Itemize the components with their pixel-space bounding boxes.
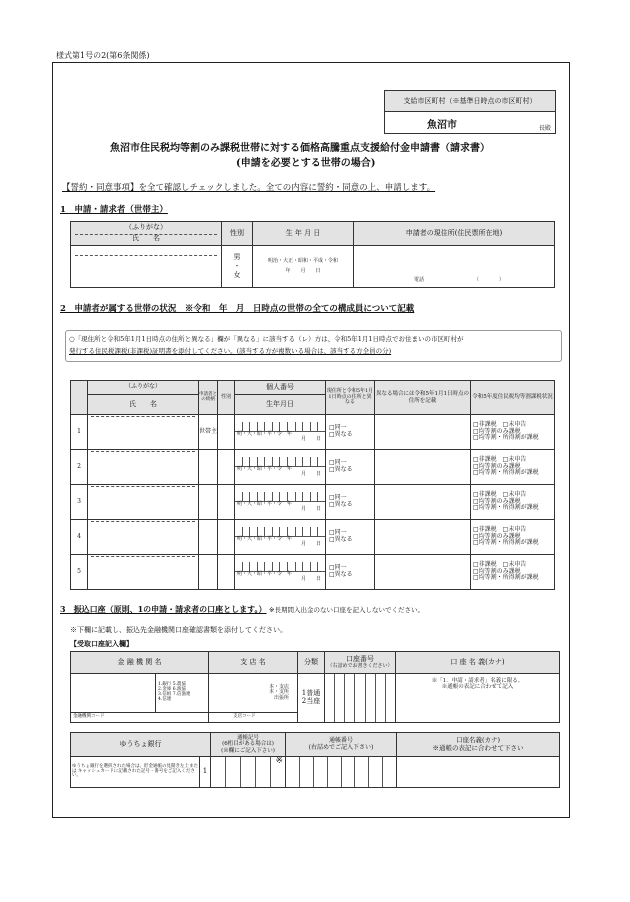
tax-option-1: □非課税 □未申告 <box>473 421 527 429</box>
hh-dob-header: 生年月日 <box>235 395 326 415</box>
holder-header: 口 座 名 義(カナ) <box>396 652 560 674</box>
member-name-field[interactable] <box>88 485 199 520</box>
section1-title: 1 申請・請求者（世帯主） <box>60 205 168 215</box>
passbook-symbol-header: 通帳記号 <box>236 735 259 742</box>
bank-type-2: 2.金庫 6.漁協 <box>158 686 187 692</box>
applicant-table <box>70 221 555 288</box>
gender-female: 女 <box>233 271 241 280</box>
municipality-box <box>384 90 556 134</box>
municipality-name: 魚沼市 <box>427 120 457 131</box>
hh-relation-header: 申請者との続柄 <box>199 381 218 415</box>
year-label: 年 <box>287 500 293 507</box>
same-checkbox: □同一 <box>329 424 347 432</box>
furigana-label: （ふりがな） <box>125 223 167 232</box>
household-table <box>70 380 555 590</box>
section3-note: ※下欄に記載し、振込先金融機関口座確認書類を添付してください。 <box>70 626 287 634</box>
year-label: 年 <box>287 465 293 472</box>
bank-type-4: 4.信連 <box>158 696 172 702</box>
address-same-options[interactable] <box>326 485 375 520</box>
yucho-header: ゆうちょ銀行 <box>71 733 211 757</box>
row-number: 4 <box>71 520 88 555</box>
member-gender[interactable] <box>218 520 235 555</box>
account-number-field[interactable] <box>325 674 396 723</box>
dob-ymd: 年 月 日 <box>285 267 321 274</box>
era-options: 明・大・昭・平・令 <box>237 465 283 472</box>
branch-header: 支 店 名 <box>209 652 298 674</box>
gender-options[interactable] <box>222 246 253 288</box>
member-gender[interactable] <box>218 450 235 485</box>
applicant-name-field[interactable] <box>71 246 222 288</box>
branch-type-1: 本・支店 <box>268 683 289 690</box>
member-gender[interactable] <box>218 415 235 450</box>
row-number: 5 <box>71 555 88 590</box>
table-row <box>71 450 555 485</box>
member-name-field[interactable] <box>88 450 199 485</box>
diff-address-field[interactable] <box>375 450 471 485</box>
form-title: 魚沼市住民税均等割のみ課税世帯に対する価格高騰重点支援給付金申請書（請求書） <box>110 143 490 154</box>
month-day-label: 月 日 <box>300 576 321 582</box>
different-checkbox: □異なる <box>329 501 353 508</box>
era-options: 明・大・昭・平・令 <box>237 535 283 542</box>
address-same-options[interactable] <box>326 555 375 590</box>
bank-box-title: 【受取口座記入欄】 <box>70 639 133 648</box>
tax-status-options[interactable] <box>471 450 555 485</box>
tax-option-1: □非課税 □未申告 <box>473 561 527 569</box>
different-checkbox: □異なる <box>329 536 353 543</box>
era-options: 明・大・昭・平・令 <box>237 500 283 507</box>
diff-address-field[interactable] <box>375 520 471 555</box>
passbook-symbol-sub2: (※欄にご記入下さい) <box>221 747 275 754</box>
phone-parens: （ ） <box>474 276 505 283</box>
era-options: 明・大・昭・平・令 <box>237 570 283 577</box>
address-same-options[interactable] <box>326 415 375 450</box>
tax-option-3: □均等割・所得割が課税 <box>473 504 539 512</box>
row-number: 2 <box>71 450 88 485</box>
yucho-holder-header: 口座名義(カナ) <box>455 736 501 745</box>
member-dob[interactable] <box>235 520 326 555</box>
section2-title: 2 申請者が属する世帯の状況 ※令和 年 月 日時点の世帯の全ての構成員について記載 <box>60 304 415 314</box>
bank-code-label: 金融機関コード <box>73 713 105 719</box>
table-row <box>71 555 555 590</box>
bank-type-1: 1.銀行 5.農協 <box>158 682 187 688</box>
month-day-label: 月 日 <box>300 506 321 512</box>
gender-label: 性別 <box>222 222 253 246</box>
gender-dot: ・ <box>233 261 241 270</box>
month-day-label: 月 日 <box>300 436 321 442</box>
member-relation[interactable] <box>199 450 218 485</box>
passbook-symbol-field[interactable] <box>211 757 286 788</box>
address-label: 申請者の現住所(住民票所在地) <box>354 222 555 246</box>
tax-option-1: □非課税 □未申告 <box>473 526 527 534</box>
tax-option-3: □均等割・所得割が課税 <box>473 539 539 547</box>
municipality-caption: 支給市区町村（※基準日時点の市区町村） <box>385 91 555 112</box>
passbook-number-header: 通帳番号 <box>328 736 353 744</box>
hh-name-header: 氏 名 <box>88 395 199 415</box>
holder-note-1: ※「1．申請・請求者」名義に限る。 <box>431 678 524 684</box>
bank-account-table <box>70 651 560 723</box>
tax-option-2: □均等割のみ課税 <box>473 427 521 435</box>
table-row <box>71 485 555 520</box>
year-label: 年 <box>287 570 293 577</box>
member-name-field[interactable] <box>88 520 199 555</box>
hh-diff-address-header: 異なる場合には令和5年1月1日時点の住所を記載 <box>375 381 471 415</box>
member-dob[interactable] <box>235 485 326 520</box>
bank-code-field[interactable] <box>71 712 209 722</box>
gender-male: 男 <box>233 252 241 261</box>
different-checkbox: □異なる <box>329 571 353 578</box>
member-name-field[interactable] <box>88 415 199 450</box>
different-checkbox: □異なる <box>329 431 353 438</box>
section2-note-line1: ○「現住所と令和5年1月1日時点の住所と異なる」欄が「異なる」に該当する（レ）方は、令和5年1月1日時点でお住まいの市区町村が <box>69 335 464 343</box>
account-number-header: 口座番号 <box>346 654 374 663</box>
member-gender[interactable] <box>218 485 235 520</box>
account-type-options[interactable] <box>298 674 325 723</box>
holder-note-2: ※通帳の表記に合わせて記入 <box>441 684 514 691</box>
pledge-text: 【誓約・同意事項】を全て確認しチェックしました。全ての内容に誓約・同意の上、申請します。 <box>62 183 436 193</box>
address-field[interactable] <box>354 246 555 288</box>
hh-tax-header: 令和5年度住民税均等割課税状況 <box>471 381 555 415</box>
era-options: 明・大・昭・平・令 <box>237 430 283 437</box>
month-day-label: 月 日 <box>300 541 321 547</box>
row-number: 1 <box>71 415 88 450</box>
holder-field[interactable] <box>396 674 560 723</box>
yucho-holder-field[interactable] <box>397 757 560 788</box>
yucho-holder-sub: ※通帳の表記に合わせて下さい <box>432 743 524 752</box>
year-label: 年 <box>287 535 293 542</box>
section3-title: 3 振込口座（原則、1の申請・請求者の口座とします。） <box>60 604 267 614</box>
account-type-2: 2当座 <box>301 697 321 705</box>
bank-name-field[interactable] <box>71 674 156 713</box>
tax-status-options[interactable] <box>471 485 555 520</box>
municipality-suffix: 長殿 <box>538 125 551 132</box>
diff-address-field[interactable] <box>375 555 471 590</box>
bank-name-header: 金 融 機 関 名 <box>71 652 209 674</box>
hh-mynumber-header: 個人番号 <box>235 381 326 395</box>
bank-type-options[interactable] <box>156 674 209 713</box>
form-subtitle: (申請を必要とする世帯の場合) <box>236 158 376 169</box>
same-checkbox: □同一 <box>329 529 347 537</box>
tax-option-1: □非課税 □未申告 <box>473 491 527 499</box>
branch-code-label: 支店コード <box>233 713 256 719</box>
address-same-options[interactable] <box>326 520 375 555</box>
same-checkbox: □同一 <box>329 459 347 467</box>
dob-field[interactable] <box>253 246 354 288</box>
member-relation[interactable]: 世帯主 <box>199 415 218 450</box>
tax-option-3: □均等割・所得割が課税 <box>473 434 539 442</box>
section2-note-line2: 発行する住民税課税(非課税)証明書を添付してください。(該当する方が複数いる場合は、該当する方全員の分) <box>69 347 392 355</box>
type-header: 分類 <box>298 652 325 674</box>
table-row <box>71 520 555 555</box>
passbook-symbol-sub1: (6桁目がある場合は) <box>222 741 274 748</box>
hh-address-same-header: 現住所と令和5年1月1日時点の住所と異なる <box>326 381 375 415</box>
branch-type-2: 本・支所 <box>268 689 289 696</box>
phone-label: 電話 <box>414 276 425 283</box>
member-dob[interactable] <box>235 415 326 450</box>
same-checkbox: □同一 <box>329 494 347 502</box>
passbook-number-field[interactable] <box>286 757 397 788</box>
member-dob[interactable] <box>235 450 326 485</box>
tax-status-options[interactable] <box>471 415 555 450</box>
tax-status-options[interactable] <box>471 555 555 590</box>
tax-option-1: □非課税 □未申告 <box>473 456 527 464</box>
member-dob[interactable] <box>235 555 326 590</box>
tax-option-3: □均等割・所得割が課税 <box>473 574 539 582</box>
row-number: 3 <box>71 485 88 520</box>
diff-address-field[interactable] <box>375 415 471 450</box>
tax-status-options[interactable] <box>471 520 555 555</box>
same-checkbox: □同一 <box>329 564 347 572</box>
tax-option-2: □均等割のみ課税 <box>473 462 521 470</box>
member-name-field[interactable] <box>88 555 199 590</box>
different-checkbox: □異なる <box>329 466 353 473</box>
diff-address-field[interactable] <box>375 485 471 520</box>
section2-note-box <box>65 330 562 362</box>
hh-gender-header: 性別 <box>218 381 235 415</box>
yucho-table <box>70 732 560 788</box>
table-row <box>71 415 555 450</box>
branch-code-field[interactable] <box>209 712 298 722</box>
tax-option-2: □均等割のみ課税 <box>473 497 521 505</box>
dob-eras: 明治・大正・昭和・平成・令和 <box>267 258 338 264</box>
member-relation[interactable] <box>199 485 218 520</box>
tax-option-2: □均等割のみ課税 <box>473 567 521 575</box>
hh-furigana-header: （ふりがな） <box>88 381 199 395</box>
account-type-1: 1普通 <box>301 689 321 698</box>
section3-title-note: ※長期間入出金のない口座を記入しないでください。 <box>269 606 424 614</box>
address-same-options[interactable] <box>326 450 375 485</box>
passbook-number-sub: (右詰めでご記入下さい) <box>308 743 374 751</box>
member-gender[interactable] <box>218 555 235 590</box>
asterisk-mark: ※ <box>275 756 283 766</box>
month-day-label: 月 日 <box>300 471 321 477</box>
tax-option-2: □均等割のみ課税 <box>473 532 521 540</box>
account-number-sub: （右詰めでお書きください） <box>327 662 393 669</box>
member-relation[interactable] <box>199 520 218 555</box>
digit-one: 1 <box>200 757 211 788</box>
tax-option-3: □均等割・所得割が課税 <box>473 469 539 477</box>
dob-label: 生 年 月 日 <box>253 222 354 246</box>
form-number: 様式第1号の2(第6条関係) <box>56 51 150 60</box>
branch-field[interactable] <box>209 674 298 713</box>
year-label: 年 <box>287 430 293 437</box>
branch-type-3: 出張所 <box>273 694 289 701</box>
member-relation[interactable] <box>199 555 218 590</box>
bank-type-3: 3.信組 7.信漁連 <box>158 691 191 697</box>
name-label: 氏 名 <box>132 234 160 242</box>
yucho-note: ゆうちょ銀行を選択された場合は、貯金通帳の見開き左上または キャッシュカードに記載された記号・番号をご記入ください。 <box>71 757 200 788</box>
